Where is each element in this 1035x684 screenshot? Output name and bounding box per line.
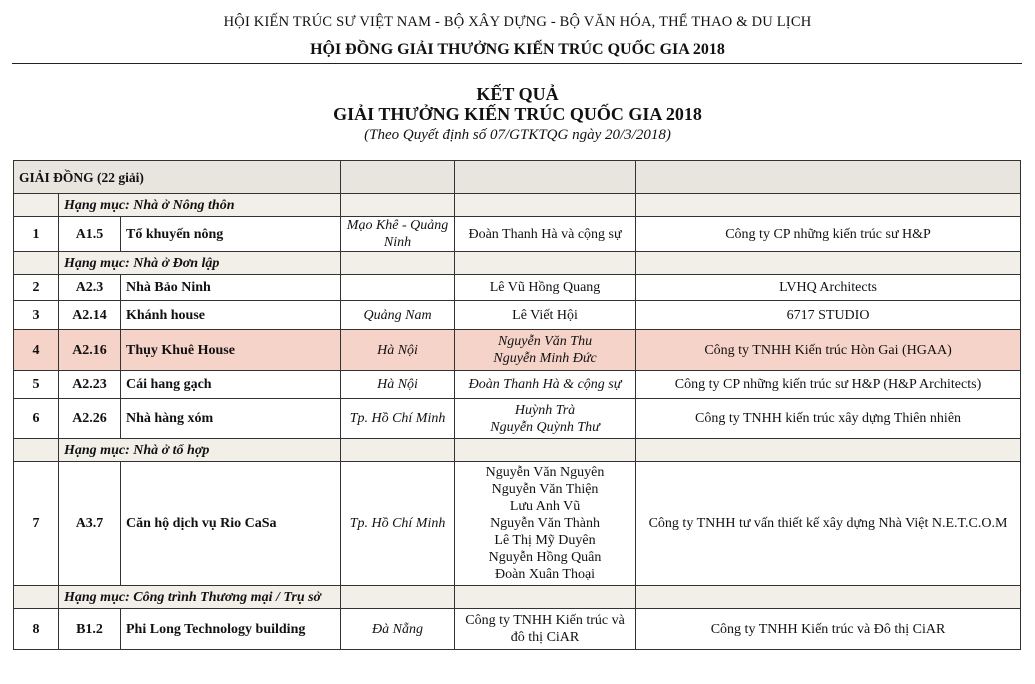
category-blank [455, 252, 636, 275]
category-blank [341, 586, 455, 609]
project-code: A3.7 [59, 462, 121, 586]
category-blank [636, 252, 1021, 275]
row-number: 6 [14, 399, 59, 439]
project-name: Thụy Khuê House [121, 330, 341, 371]
project-name: Nhà Bảo Ninh [121, 275, 341, 301]
results-table [13, 160, 1021, 650]
section-row [14, 161, 1021, 194]
project-name: Nhà hàng xóm [121, 399, 341, 439]
row-number: 1 [14, 217, 59, 252]
project-authors-line: Nguyễn Văn Nguyên [485, 465, 605, 480]
category-blank [341, 439, 455, 462]
project-authors [455, 399, 636, 439]
project-authors [455, 371, 636, 399]
row-number: 2 [14, 275, 59, 301]
project-code: A2.16 [59, 330, 121, 371]
project-authors [455, 275, 636, 301]
section-label: GIẢI ĐỒNG (22 giải) [14, 161, 341, 194]
project-location-line: Hà Nội [377, 342, 418, 358]
category-row [14, 252, 1021, 275]
project-authors-line: Nguyễn Văn Thiện [491, 482, 599, 497]
table-row [14, 399, 1021, 439]
row-number: 3 [14, 301, 59, 330]
project-authors [455, 609, 636, 650]
project-location [341, 301, 455, 330]
project-location [341, 217, 455, 252]
project-code: B1.2 [59, 609, 121, 650]
header-organizations: HỘI KIẾN TRÚC SƯ VIỆT NAM - BỘ XÂY DỰNG - BỘ VĂN HÓA, THỂ THAO & DU LỊCH [223, 14, 812, 30]
decision-reference: (Theo Quyết định số 07/GTKTQG ngày 20/3/2018) [364, 127, 671, 143]
project-location-line: Đà Nẵng [372, 621, 423, 637]
category-row [14, 194, 1021, 217]
project-authors [455, 462, 636, 586]
category-blank [341, 252, 455, 275]
design-company: Công ty TNHH Kiến trúc Hòn Gai (HGAA) [636, 330, 1021, 371]
project-name: Tổ khuyến nông [121, 217, 341, 252]
header-council: HỘI ĐỒNG GIẢI THƯỞNG KIẾN TRÚC QUỐC GIA 2018 [310, 41, 725, 58]
table-row [14, 301, 1021, 330]
category-spacer [14, 439, 59, 462]
project-location-line: Mạo Khê - Quảng [346, 218, 449, 233]
project-location-line: Hà Nội [377, 377, 418, 392]
project-authors-line: Lưu Anh Vũ [509, 499, 581, 514]
design-company: LVHQ Architects [636, 275, 1021, 301]
project-location [341, 462, 455, 586]
project-authors-line: đô thị CiAR [510, 630, 580, 645]
project-authors-line: Nguyễn Hồng Quân [488, 550, 602, 565]
project-authors [455, 217, 636, 252]
table-row [14, 609, 1021, 650]
table-row [14, 462, 1021, 586]
project-authors-line: Công ty TNHH Kiến trúc và [465, 613, 625, 628]
table-row [14, 371, 1021, 399]
category-blank [636, 586, 1021, 609]
project-name: Khánh house [121, 301, 341, 330]
project-name: Căn hộ dịch vụ Rio CaSa [121, 462, 341, 586]
category-spacer [14, 194, 59, 217]
page-subtitle: GIẢI THƯỞNG KIẾN TRÚC QUỐC GIA 2018 [333, 104, 702, 124]
project-authors-line: Nguyễn Văn Thu [497, 334, 593, 349]
project-location [341, 330, 455, 371]
project-authors-line: Lê Thị Mỹ Duyên [494, 533, 596, 548]
project-name: Cái hang gạch [121, 371, 341, 399]
design-company: Công ty CP những kiến trúc sư H&P [636, 217, 1021, 252]
design-company: Công ty TNHH tư vấn thiết kế xây dựng Nhà Việt N.E.T.C.O.M [636, 462, 1021, 586]
project-location-line: Tp. Hồ Chí Minh [349, 516, 446, 531]
header-divider [12, 63, 1022, 64]
row-number: 7 [14, 462, 59, 586]
category-spacer [14, 586, 59, 609]
project-authors-line: Đoàn Thanh Hà & cộng sự [468, 377, 622, 392]
project-authors-line: Nguyễn Quỳnh Thư [490, 419, 600, 435]
project-authors-line: Đoàn Xuân Thoại [495, 567, 596, 582]
design-company: Công ty TNHH kiến trúc xây dựng Thiên nhiên [636, 399, 1021, 439]
project-location [341, 371, 455, 399]
category-label: Hạng mục: Nhà ở Đơn lập [59, 252, 341, 275]
project-code: A2.26 [59, 399, 121, 439]
design-company: Công ty CP những kiến trúc sư H&P (H&P Architects) [636, 371, 1021, 399]
category-blank [455, 586, 636, 609]
project-authors-line: Nguyễn Minh Đức [493, 351, 597, 366]
project-authors-line: Lê Vũ Hồng Quang [489, 280, 601, 295]
category-spacer [14, 252, 59, 275]
category-row [14, 586, 1021, 609]
category-blank [455, 439, 636, 462]
category-label: Hạng mục: Nhà ở tổ hợp [59, 439, 341, 462]
category-row [14, 439, 1021, 462]
category-blank [636, 194, 1021, 217]
project-location [341, 399, 455, 439]
project-code: A1.5 [59, 217, 121, 252]
design-company: Công ty TNHH Kiến trúc và Đô thị CiAR [636, 609, 1021, 650]
row-number: 4 [14, 330, 59, 371]
table-row [14, 330, 1021, 371]
project-location-line: Ninh [383, 235, 412, 250]
project-location [341, 275, 455, 301]
row-number: 8 [14, 609, 59, 650]
project-authors [455, 330, 636, 371]
project-authors [455, 301, 636, 330]
project-location [341, 609, 455, 650]
project-authors-line: Nguyễn Văn Thành [490, 516, 600, 531]
table-row [14, 275, 1021, 301]
category-label: Hạng mục: Nhà ở Nông thôn [59, 194, 341, 217]
category-label: Hạng mục: Công trình Thương mại / Trụ sở [59, 586, 341, 609]
design-company: 6717 STUDIO [636, 301, 1021, 330]
table-row [14, 217, 1021, 252]
category-blank [341, 194, 455, 217]
project-authors-line: Huỳnh Trà [514, 402, 576, 418]
project-authors-line: Đoàn Thanh Hà và cộng sự [468, 226, 622, 242]
project-code: A2.3 [59, 275, 121, 301]
project-name: Phi Long Technology building [121, 609, 341, 650]
row-number: 5 [14, 371, 59, 399]
project-code: A2.14 [59, 301, 121, 330]
project-authors-line: Lê Viết Hội [512, 307, 578, 323]
project-location-line: Quảng Nam [363, 307, 432, 323]
project-location-line: Tp. Hồ Chí Minh [349, 411, 446, 426]
page-title: KẾT QUẢ [476, 84, 559, 104]
category-blank [636, 439, 1021, 462]
project-code: A2.23 [59, 371, 121, 399]
category-blank [455, 194, 636, 217]
